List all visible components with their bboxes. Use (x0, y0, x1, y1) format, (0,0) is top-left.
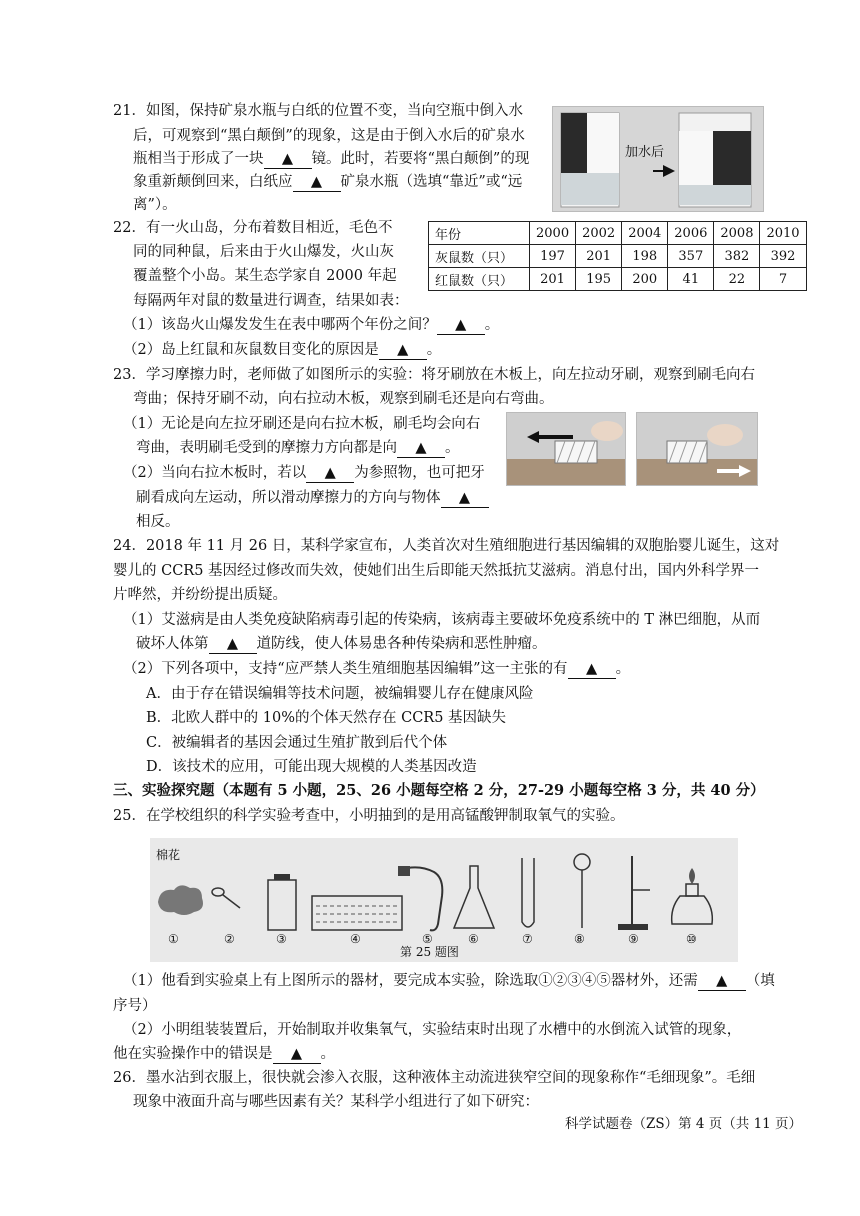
table-cell: 41 (668, 268, 714, 291)
toothbrush-photo-left (506, 412, 626, 486)
q23-sub-2-line-1: （2）当向右拉木板时，若以 ▲ 为参照物，也可把牙 (123, 465, 485, 481)
q24-sub-1-line-1: （1）艾滋病是由人类免疫缺陷病毒引起的传染病，该病毒主要破坏免疫系统中的 T 淋巴细胞，从而 (123, 612, 761, 628)
q23-sub-2-line-2: 刷看成向左运动，所以滑动摩擦力的方向与物体 ▲ (136, 487, 489, 509)
answer-blank[interactable]: ▲ (293, 173, 341, 192)
cotton-label: 棉花 (156, 848, 181, 862)
table-cell: 201 (530, 268, 576, 291)
q23-sub-2-line-3: 相反。 (136, 514, 180, 530)
table-row (429, 268, 807, 291)
section-heading: 三、实验探究题（本题有 5 小题，25、26 小题每空格 2 分，27-29 小题每空格 3 分，共 40 分） (113, 782, 765, 799)
option-a[interactable]: A．由于存在错误编辑等技术问题，被编辑婴儿存在健康风险 (146, 686, 534, 702)
q21-line-1: 21．如图，保持矿泉水瓶与白纸的位置不变，当向空瓶中倒入水 (113, 103, 523, 119)
q22-line-2: 同的同种鼠，后来由于火山爆发，火山灰 (133, 244, 394, 260)
q24-line-3: 片哗然，并纷纷提出质疑。 (113, 587, 287, 603)
answer-blank[interactable]: ▲ (379, 341, 427, 360)
table-cell: 2004 (622, 222, 668, 245)
option-c[interactable]: C．被编辑者的基因会通过生殖扩散到后代个体 (146, 735, 448, 751)
table-cell: 201 (576, 245, 622, 268)
q24-line-2: 婴儿的 CCR5 基因经过修改而失效，使她们出生后即能天然抵抗艾滋病。消息付出，国内外科学界一 (113, 563, 760, 579)
q25-line-1: 25．在学校组织的科学实验考查中，小明抽到的是用高锰酸钾制取氧气的实验。 (113, 808, 625, 824)
q22-line-3: 覆盖整个小岛。某生态学家自 2000 年起 (133, 268, 397, 284)
apparatus-number-10: ⑩ (686, 932, 697, 946)
photo-caption: 加水后 (625, 145, 665, 160)
q23-line-1: 23．学习摩擦力时，老师做了如图所示的实验：将牙刷放在木板上，向左拉动牙刷，观察到刷毛向右 (113, 367, 755, 383)
apparatus-number-5: ⑤ (422, 932, 433, 946)
q26-line-2: 现象中液面升高与哪些因素有关？某科学小组进行了如下研究： (133, 1094, 539, 1110)
table-cell: 2010 (760, 222, 806, 245)
answer-blank[interactable]: ▲ (568, 660, 616, 679)
apparatus-number-3: ③ (276, 932, 287, 946)
table-cell: 198 (622, 245, 668, 268)
table-header-row (429, 222, 807, 245)
q23-sub-1-line-1: （1）无论是向左拉牙刷还是向右拉木板，刷毛均会向右 (123, 416, 481, 432)
q24-sub-1-line-2: 破坏人体第 ▲ 道防线，使人体易患各种传染病和恶性肿瘤。 (136, 636, 547, 652)
apparatus-number-6: ⑥ (468, 932, 479, 946)
option-b[interactable]: B．北欧人群中的 10%的个体天然存在 CCR5 基因缺失 (146, 710, 507, 726)
q25-sub-1-line-2: 序号） (113, 998, 157, 1014)
toothbrush-illustration (637, 413, 757, 485)
q22-line-4: 每隔两年对鼠的数量进行调查，结果如表： (133, 293, 409, 309)
q22-line-1: 22．有一火山岛，分布着数目相近，毛色不 (113, 220, 393, 236)
answer-blank[interactable]: ▲ (441, 489, 489, 508)
q25-sub-2-line-2: 他在实验操作中的错误是 ▲ 。 (113, 1046, 335, 1062)
page-footer: 科学试题卷（ZS）第 4 页（共 11 页） (565, 1116, 803, 1132)
answer-blank[interactable]: ▲ (698, 972, 746, 991)
table-cell: 197 (530, 245, 576, 268)
table-cell: 195 (576, 268, 622, 291)
answer-blank[interactable]: ▲ (264, 150, 312, 169)
table-cell: 200 (622, 268, 668, 291)
table-cell: 22 (714, 268, 760, 291)
table-cell: 年份 (429, 222, 530, 245)
apparatus-number-9: ⑨ (628, 932, 639, 946)
q22-sub-1: （1）该岛火山爆发发生在表中哪两个年份之间？ ▲ 。 (123, 317, 500, 333)
q26-line-1: 26．墨水沾到衣服上，很快就会渗入衣服，这种液体主动流进狭窄空间的现象称作“毛细现象”。毛细 (113, 1070, 756, 1086)
apparatus-number-2: ② (224, 932, 235, 946)
table-cell: 392 (760, 245, 806, 268)
q21-line-5: 离”）。 (133, 197, 177, 213)
table-cell: 灰鼠数（只） (429, 245, 530, 268)
q24-line-1: 24．2018 年 11 月 26 日，某科学家宣布，人类首次对生殖细胞进行基因编辑的双胞胎婴儿诞生，这对 (113, 538, 780, 554)
q25-sub-2-line-1: （2）小明组装装置后，开始制取并收集氧气，实验结束时出现了水槽中的水倒流入试管的现象， (123, 1022, 742, 1038)
q21-line-2: 后，可观察到“黑白颠倒”的现象，这是由于倒入水后的矿泉水 (133, 128, 525, 144)
table-cell: 357 (668, 245, 714, 268)
q24-sub-2: （2）下列各项中，支持“应严禁人类生殖细胞基因编辑”这一主张的有 ▲ 。 (123, 661, 631, 677)
answer-blank[interactable]: ▲ (306, 464, 354, 483)
q23-sub-1-line-2: 弯曲，表明刷毛受到的摩擦力方向都是向 ▲ 。 (136, 440, 460, 456)
bottle-photo (552, 106, 764, 212)
answer-blank[interactable]: ▲ (437, 316, 485, 335)
apparatus-number-8: ⑧ (574, 932, 585, 946)
answer-blank[interactable]: ▲ (209, 635, 257, 654)
figure-caption: 第 25 题图 (400, 945, 459, 959)
table-cell: 2008 (714, 222, 760, 245)
toothbrush-photo-right (636, 412, 758, 486)
table-cell: 2006 (668, 222, 714, 245)
q25-sub-1-line-1: （1）他看到实验桌上有上图所示的器材，要完成本实验，除选取①②③④⑤器材外，还需 ▲ （填 (123, 973, 775, 989)
q22-sub-2: （2）岛上红鼠和灰鼠数目变化的原因是 ▲ 。 (123, 342, 442, 358)
toothbrush-illustration (507, 413, 625, 485)
table-cell: 红鼠数（只） (429, 268, 530, 291)
table-cell: 382 (714, 245, 760, 268)
table-cell: 2002 (576, 222, 622, 245)
table-row (429, 245, 807, 268)
q21-line-3: 瓶相当于形成了一块 ▲ 镜。此时，若要将“黑白颠倒”的现 (133, 151, 530, 167)
q21-line-4: 象重新颠倒回来，白纸应 ▲ 矿泉水瓶（选填“靠近”或“远 (133, 174, 523, 190)
apparatus-number-1: ① (168, 932, 179, 946)
apparatus-number-7: ⑦ (522, 932, 533, 946)
option-d[interactable]: D．该技术的应用，可能出现大规模的人类基因改造 (146, 759, 477, 775)
table-cell: 2000 (530, 222, 576, 245)
apparatus-figure (150, 838, 738, 962)
mouse-count-table (428, 221, 807, 291)
answer-blank[interactable]: ▲ (273, 1045, 321, 1064)
answer-blank[interactable]: ▲ (397, 439, 445, 458)
q23-line-2: 弯曲；保持牙刷不动，向右拉动木板，观察到刷毛还是向右弯曲。 (133, 391, 554, 407)
table-cell: 7 (760, 268, 806, 291)
apparatus-number-4: ④ (350, 932, 361, 946)
